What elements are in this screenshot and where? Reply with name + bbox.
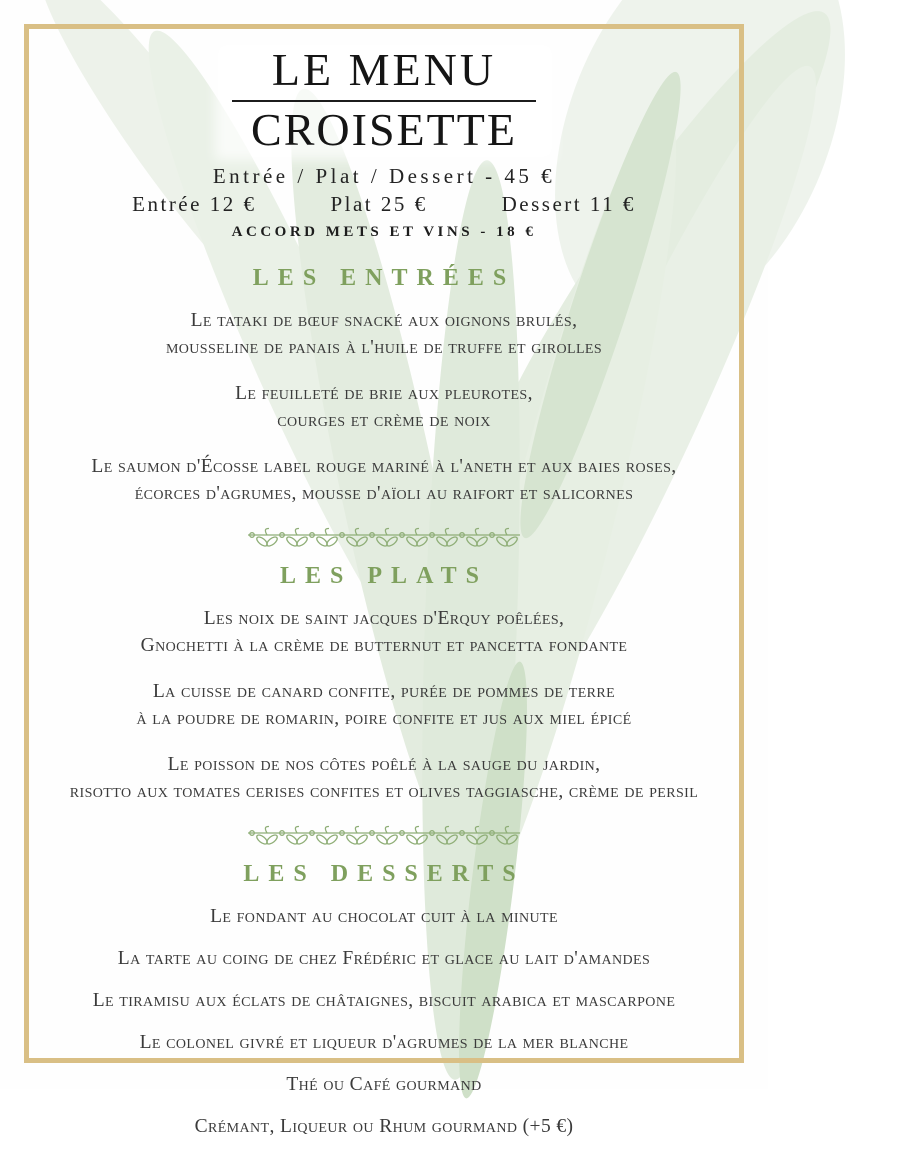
menu-item: [0, 678, 768, 732]
vine-divider-icon: [244, 526, 524, 550]
menu-item-line: Le feuilleté de brie aux pleurotes,: [235, 383, 533, 405]
vine-divider-icon: [244, 824, 524, 848]
menu-subtitle: CROISETTE: [251, 104, 517, 156]
plats-items: [0, 605, 768, 805]
menu-item: [0, 307, 768, 361]
menu-item-line: courges et crème de noix: [277, 410, 491, 432]
menu-item-line: La tarte au coing de chez Frédéric et glace au lait d'amandes: [117, 948, 651, 970]
plat-price: Plat 25 €: [330, 192, 428, 217]
menu-item-line: Crémant, Liqueur ou Rhum gourmand (+5 €): [194, 1116, 574, 1138]
wine-pairing-price: ACCORD METS ET VINS - 18 €: [231, 224, 537, 241]
menu-item-line: risotto aux tomates cerises confites et olives taggiasche, crème de persil: [69, 781, 699, 803]
menu-item-line: Le colonel givré et liqueur d'agrumes de la mer blanche: [139, 1032, 629, 1054]
menu-item: [0, 945, 768, 972]
dessert-price: Dessert 11 €: [501, 192, 636, 217]
section-heading-desserts: LES DESSERTS: [243, 861, 525, 888]
entrees-items: [0, 307, 768, 507]
menu-item: [0, 903, 768, 930]
menu-item-line: Gnochetti à la crème de butternut et pancetta fondante: [140, 635, 628, 657]
menu-item-line: Le tataki de bœuf snacké aux oignons brulés,: [190, 310, 578, 332]
menu-item-line: Les noix de saint jacques d'Erquy poêlées,: [203, 608, 565, 630]
title-divider-line: [232, 100, 536, 102]
menu-title: LE MENU: [271, 44, 497, 95]
a-la-carte-prices: [0, 192, 768, 217]
menu-item-line: à la poudre de romarin, poire confite et jus aux miel épicé: [136, 708, 632, 730]
entree-price: Entrée 12 €: [132, 192, 257, 217]
menu-item: [0, 453, 768, 507]
menu-formula-price: Entrée / Plat / Dessert - 45 €: [212, 164, 556, 189]
menu-item: [0, 1029, 768, 1056]
menu-item-line: La cuisse de canard confite, purée de pommes de terre: [152, 681, 616, 703]
desserts-items: [0, 903, 768, 1140]
menu-item-line: écorces d'agrumes, mousse d'aïoli au raifort et salicornes: [134, 483, 634, 505]
menu-item: [0, 380, 768, 434]
menu-item: [0, 751, 768, 805]
menu-item: [0, 1113, 768, 1140]
menu-item-line: Le poisson de nos côtes poêlé à la sauge du jardin,: [167, 754, 601, 776]
menu-item-line: mousseline de panais à l'huile de truffe et girolles: [165, 337, 603, 359]
menu-item-line: Thé ou Café gourmand: [286, 1074, 482, 1096]
menu-item: [0, 605, 768, 659]
menu-item: [0, 1071, 768, 1098]
section-heading-entrees: LES ENTRÉES: [252, 265, 516, 292]
menu-item: [0, 987, 768, 1014]
menu-item-line: Le tiramisu aux éclats de châtaignes, biscuit arabica et mascarpone: [92, 990, 676, 1012]
menu-item-line: Le saumon d'Écosse label rouge mariné à l'aneth et aux baies roses,: [91, 456, 677, 478]
menu-item-line: Le fondant au chocolat cuit à la minute: [210, 906, 558, 928]
section-heading-plats: LES PLATS: [280, 563, 488, 590]
